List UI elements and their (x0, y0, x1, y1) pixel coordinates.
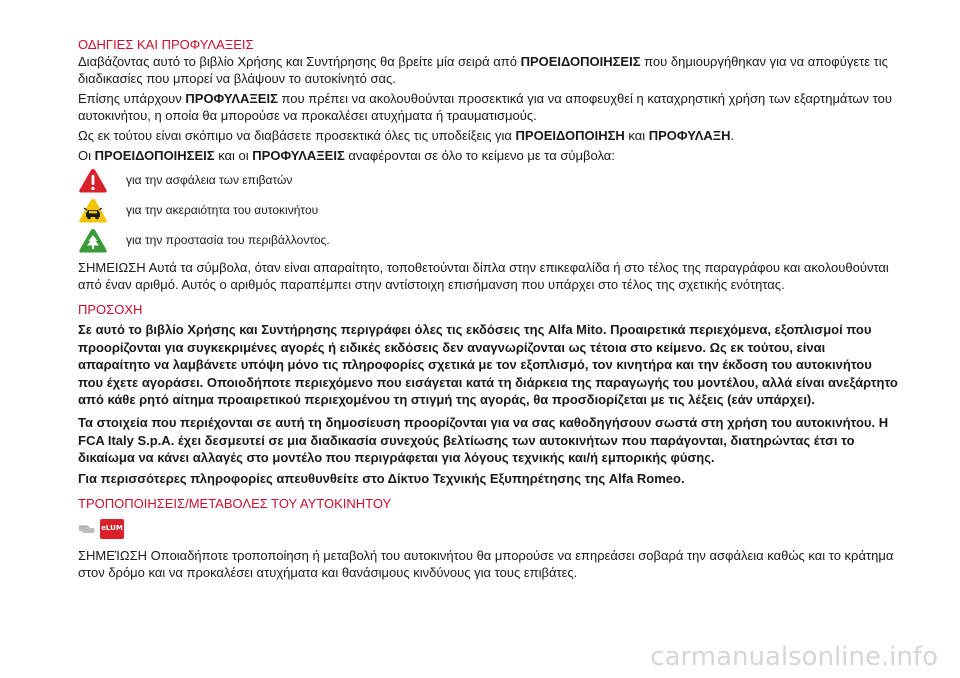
caution-service-network: Για περισσότερες πληροφορίες απευθυνθείτε στο Δίκτυο Τεχνικής Εξυπηρέτησης της Alfa Romeo. (78, 470, 685, 486)
brand-name: Alfa Romeo. (608, 470, 685, 486)
note-symbols: ΣΗΜΕΙΩΣΗ Αυτά τα σύμβολα, όταν είναι απαραίτητο, τοποθετούνται δίπλα στην επικεφαλίδα ή στο τέλος της παραγράφου και ακολουθούνται από έναν αριθμό. Αυτός ο αριθμός παραπέμπει στην αντίστοιχη επισήμανση που υπάρχει στο τέλος της σχετικής ενότητας. (78, 260, 889, 292)
symbol-label: για την προστασία του περιβάλλοντος. (126, 233, 330, 247)
heading-warnings: ΟΔΗΓΙΕΣ ΚΑΙ ΠΡΟΦΥΛΑΞΕΙΣ (78, 37, 254, 52)
term-precautions: ΠΡΟΦΥΛΑΞΕΙΣ (185, 91, 278, 106)
symbol-row-passengers (78, 167, 898, 194)
tree-triangle-icon (78, 228, 108, 253)
heading-caution: ΠΡΟΣΟΧΗ (78, 302, 143, 317)
paragraph-intro: Διαβάζοντας αυτό το βιβλίο Χρήσης και Συντήρησης θα βρείτε μία σειρά από ΠΡΟΕΙΔΟΠΟΙΗΣΕΙΣ που δημιουργήθηκαν για να αποφύγετε τις διαδικασίες που μπορεί να βλάψουν το αυτοκίνητό σας. (78, 54, 888, 86)
elum-reference (78, 516, 898, 542)
symbol-row-environment (78, 227, 898, 254)
danger-triangle-icon (78, 168, 108, 193)
elum-badge-icon: eLUM (100, 519, 124, 539)
pointing-hand-icon (78, 521, 96, 538)
caution-manufacturer: Τα στοιχεία που περιέχονται σε αυτή τη δημοσίευση προορίζονται για να σας καθοδηγήσουν σωστά στη χρήση του αυτοκινήτου. Η FCA Italy S.p.A. έχει δεσμευτεί σε μια διαδικασία συνεχούς βελτίωσης των αυτοκινήτων που παράγονται, διατηρώντας έτσι το δικαίωμα να κάνει αλλαγές στο μοντέλο που περιγράφεται για λόγους τεχνικής και/ή εμπορικής φύσης. (78, 414, 889, 466)
term-warnings: ΠΡΟΕΙΔΟΠΟΙΗΣΕΙΣ (520, 54, 641, 69)
paragraph-precautions: Επίσης υπάρχουν ΠΡΟΦΥΛΑΞΕΙΣ που πρέπει να ακολουθούνται προσεκτικά για να αποφευχθεί η καταχρηστική χρήση των εξαρτημάτων του αυτοκινήτου, η οποία θα μπορούσε να προκαλέσει ατυχήματα ή τραυματισμούς. (78, 91, 892, 123)
note-modifications: ΣΗΜΕΊΩΣΗ Οποιαδήποτε τροποποίηση ή μεταβολή του αυτοκινήτου θα μπορούσε να επηρεάσει σοβαρά την ασφάλεια καθώς και το κράτημα στον δρόμο και να προκαλέσει ατυχήματα και θανάσιμους κινδύνους για τους επιβάτες. (78, 548, 894, 581)
watermark: carmanualsonline.info (650, 642, 938, 672)
brand-name: Alfa Mito. (548, 322, 607, 337)
brand-name: FCA Italy S.p.A. (78, 432, 175, 448)
symbol-label: για την ασφάλεια των επιβατών (126, 173, 293, 187)
caution-versions: Σε αυτό το βιβλίο Χρήσης και Συντήρησης περιγράφει όλες τις εκδόσεις της Alfa Mito. Προαιρετικά περιεχόμενα, εξοπλισμοί που προορίζονται για συγκεκριμένες αγορές ή ειδικές εκδόσεις δεν αναγνωρίζονται ως τέτοια στο κείμενο. Ως εκ τούτου, είναι απαραίτητο να λαμβάνετε υπόψη μόνο τις πληροφορίες σχετικά με τον εξοπλισμό, τον κινητήρα και την έκδοση του αυτοκινήτου που έχετε αγοράσει. Οποιοδήποτε περιεχόμενο που εισάγεται κατά τη διάρκεια της παραγωγής του μοντέλου, αλλά είναι ανεξάρτητο από κάθε ρητό αίτημα προαιρετικού περιεχομένου τη στιγμή της αγοράς, θα προσδιορίζεται με τις λέξεις (εάν υπάρχει). (78, 322, 898, 408)
paragraph-read-carefully: Ως εκ τούτου είναι σκόπιμο να διαβάσετε προσεκτικά όλες τις υποδείξεις για ΠΡΟΕΙΔΟΠΟΙΗΣΗ και ΠΡΟΦΥΛΑΞΗ. (78, 128, 735, 143)
symbol-row-vehicle (78, 197, 898, 224)
paragraph-symbols-intro: Οι ΠΡΟΕΙΔΟΠΟΙΗΣΕΙΣ και οι ΠΡΟΦΥΛΑΞΕΙΣ αναφέρονται σε όλο το κείμενο με τα σύμβολα: (78, 148, 615, 163)
heading-modifications: ΤΡΟΠΟΠΟΙΗΣΕΙΣ/ΜΕΤΑΒΟΛΕΣ ΤΟΥ ΑΥΤΟΚΙΝΗΤΟΥ (78, 496, 392, 512)
car-triangle-icon (78, 198, 108, 223)
page-content (78, 36, 898, 581)
symbol-label: για την ακεραιότητα του αυτοκινήτου (126, 203, 319, 217)
